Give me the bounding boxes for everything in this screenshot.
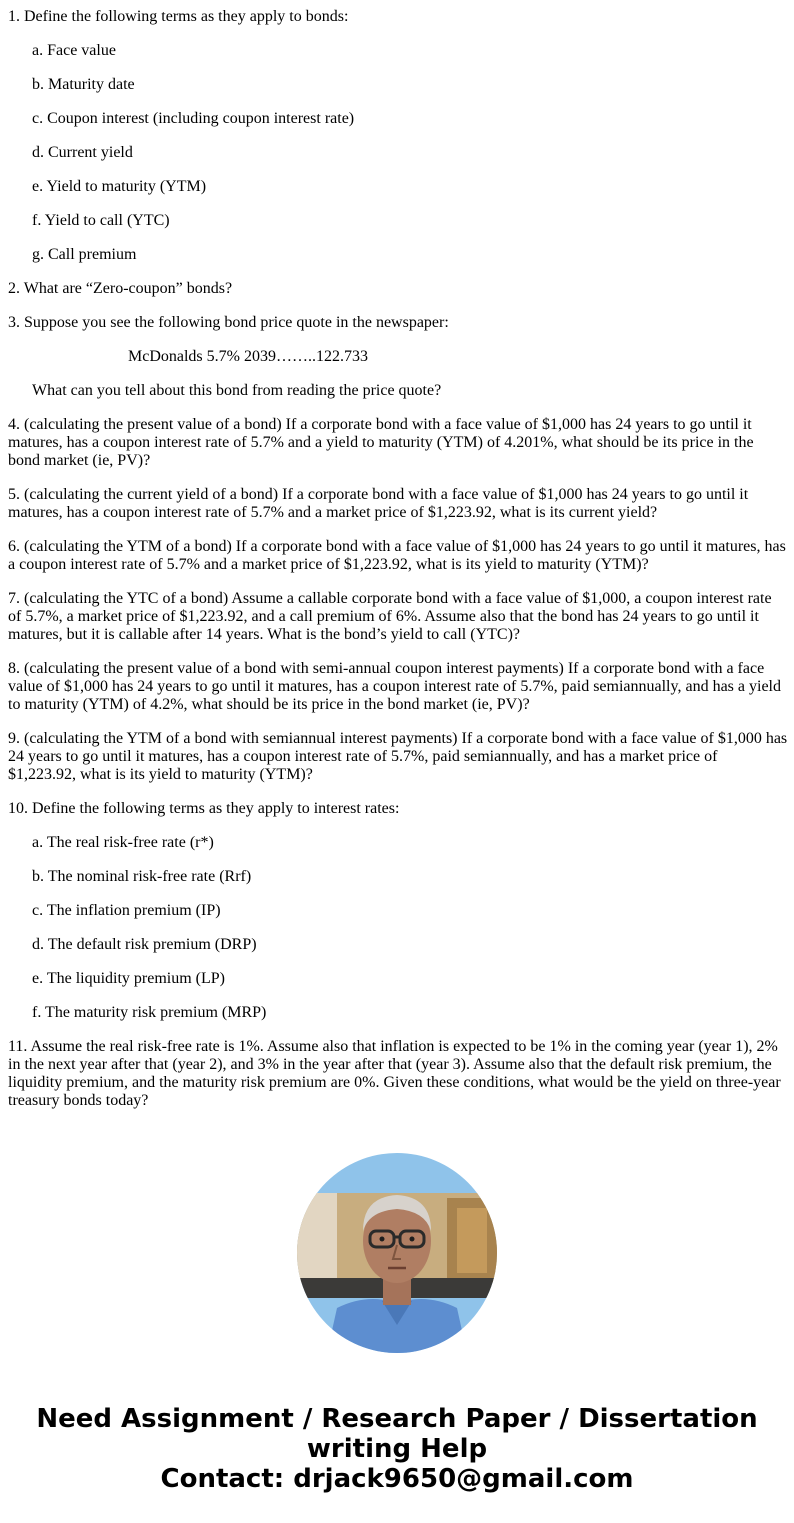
question-8: 8. (calculating the present value of a bond with semi-annual coupon interest payments) If a corporate bond with a face value of $1,000 has 24 years to go until it matures, has a coupon interest rate of 5.7%, paid semiannually, and has a yield to maturity (YTM) of 4.2%, what should be its price in the bond market (ie, PV)? xyxy=(8,660,781,713)
question-9: 9. (calculating the YTM of a bond with semiannual interest payments) If a corporate bond with a face value of $1,000 has 24 years to go until it matures, has a coupon interest rate of 5.7%, paid semiannually, and has a market price of $1,223.92, what is its yield to maturity (YTM)? xyxy=(8,730,788,783)
question-6: 6. (calculating the YTM of a bond) If a corporate bond with a face value of $1,000 has 24 years to go until it matures, has a coupon interest rate of 5.7% and a market price of $1,223.92, what is its yield to maturity (YTM)? xyxy=(8,538,786,573)
question-1-item-g: g. Call premium xyxy=(32,246,137,263)
question-2: 2. What are “Zero-coupon” bonds? xyxy=(8,280,233,297)
question-10-item-e: e. The liquidity premium (LP) xyxy=(32,970,226,987)
author-avatar xyxy=(297,1153,497,1353)
question-10-item-a: a. The real risk-free rate (r*) xyxy=(32,834,214,851)
question-10-item-d: d. The default risk premium (DRP) xyxy=(32,936,257,953)
question-1: 1. Define the following terms as they apply to bonds: xyxy=(8,8,349,25)
footer-help-text: Need Assignment / Research Paper / Dissertation writing Help xyxy=(36,1404,758,1464)
document-body xyxy=(8,8,788,1126)
question-1-item-f: f. Yield to call (YTC) xyxy=(32,212,170,229)
question-1-item-c: c. Coupon interest (including coupon interest rate) xyxy=(32,110,355,127)
question-1-item-d: d. Current yield xyxy=(32,144,133,161)
avatar-portrait xyxy=(297,1153,497,1353)
footer-contact-text: Contact: drjack9650@gmail.com xyxy=(160,1464,634,1494)
question-11: 11. Assume the real risk-free rate is 1%. Assume also that inflation is expected to be 1% in the coming year (year 1), 2% in the next year after that (year 2), and 3% in the year after that (year 3). Assume also that the default risk premium, the liquidity premium, and the maturity risk premium are 0%. Given these conditions, what would be the yield on three-year treasury bonds today? xyxy=(8,1038,781,1109)
question-7: 7. (calculating the YTC of a bond) Assume a callable corporate bond with a face value of $1,000, a coupon interest rate of 5.7%, a market price of $1,223.92, and a call premium of 6%. Assume also that the bond has 24 years to go until it matures, but it is callable after 14 years. What is the bond’s yield to call (YTC)? xyxy=(8,590,772,643)
question-3-followup: What can you tell about this bond from reading the price quote? xyxy=(32,382,442,399)
question-5: 5. (calculating the current yield of a bond) If a corporate bond with a face value of $1,000 has 24 years to go until it matures, has a coupon interest rate of 5.7% and a market price of $1,223.92, what is its current yield? xyxy=(8,486,749,521)
question-10-item-f: f. The maturity risk premium (MRP) xyxy=(32,1004,267,1021)
question-3: 3. Suppose you see the following bond price quote in the newspaper: xyxy=(8,314,449,331)
question-1-item-e: e. Yield to maturity (YTM) xyxy=(32,178,207,195)
question-1-item-a: a. Face value xyxy=(32,42,116,59)
question-10-item-b: b. The nominal risk-free rate (Rrf) xyxy=(32,868,252,885)
question-10-item-c: c. The inflation premium (IP) xyxy=(32,902,221,919)
question-4: 4. (calculating the present value of a bond) If a corporate bond with a face value of $1,000 has 24 years to go until it matures, has a coupon interest rate of 5.7% and a yield to maturity (YTM) of 4.201%, what should be its price in the bond market (ie, PV)? xyxy=(8,416,754,469)
footer-banner xyxy=(0,1404,794,1494)
bond-price-quote: McDonalds 5.7% 2039……..122.733 xyxy=(128,348,368,365)
question-10: 10. Define the following terms as they apply to interest rates: xyxy=(8,800,400,817)
question-1-item-b: b. Maturity date xyxy=(32,76,135,93)
